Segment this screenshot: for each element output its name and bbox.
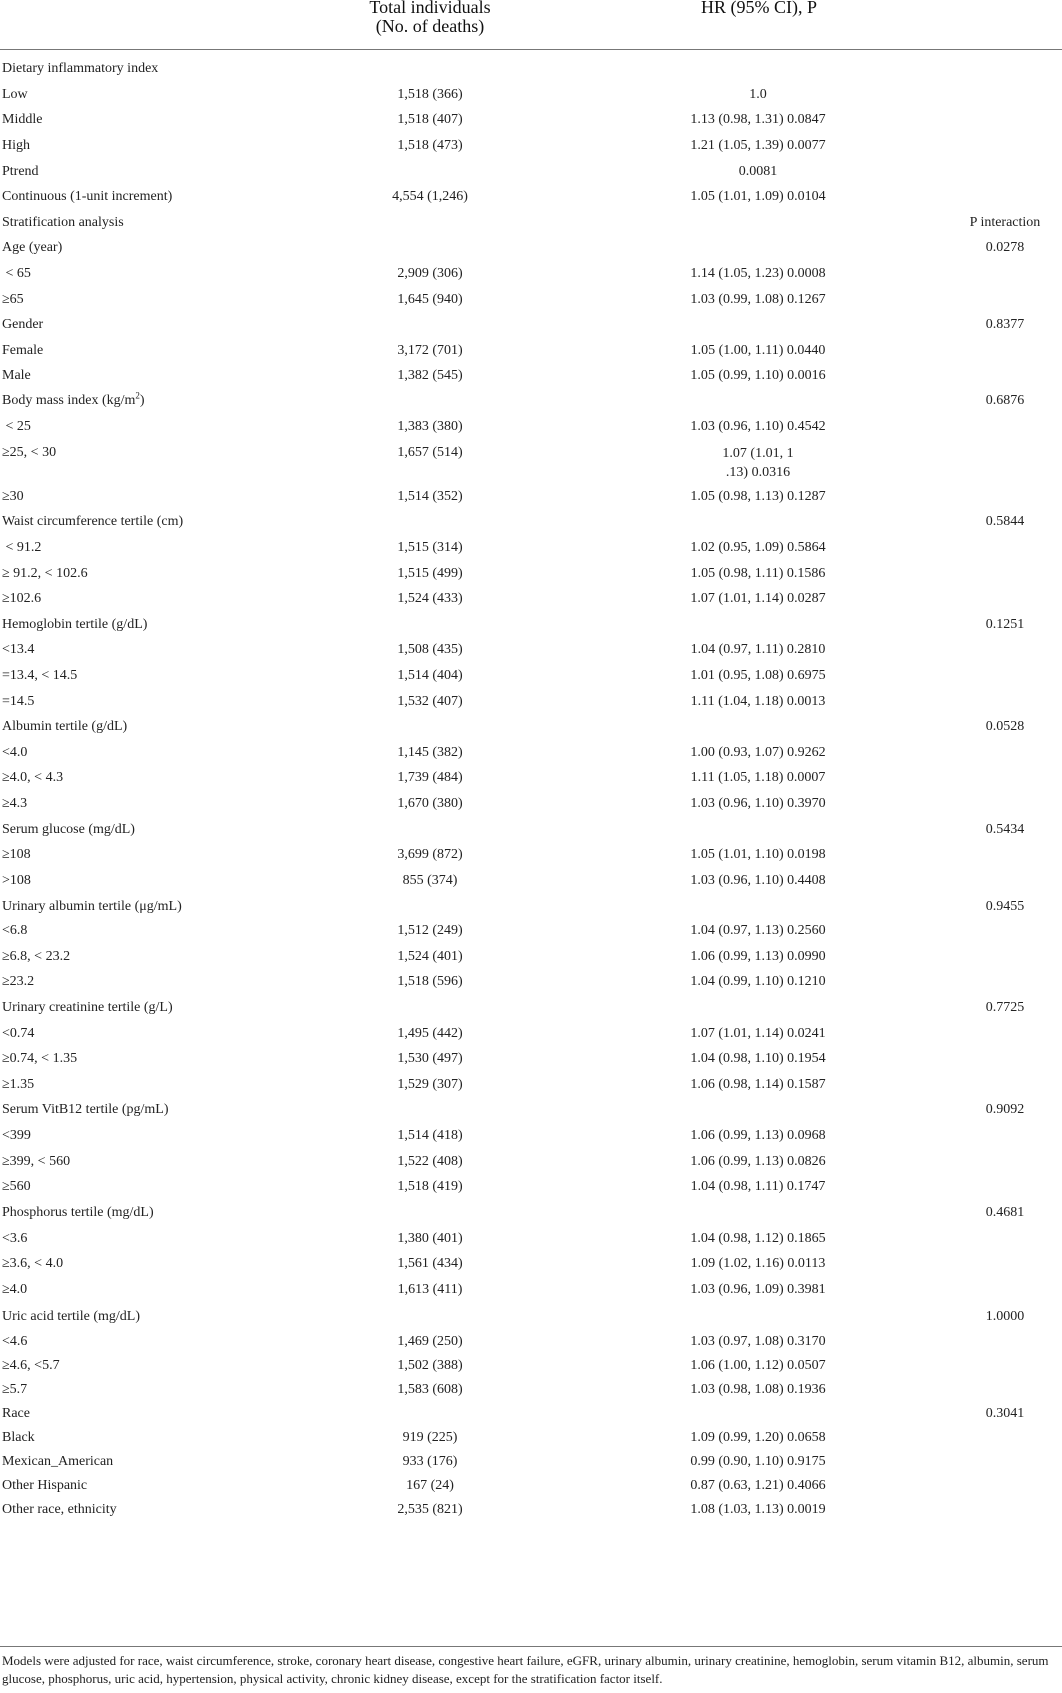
row-total-deaths: 3,172 (701) bbox=[397, 343, 463, 358]
row-label bbox=[2, 1127, 31, 1145]
row-label bbox=[2, 898, 182, 916]
header-hr-ci-p bbox=[634, 0, 884, 17]
row-label bbox=[2, 718, 127, 736]
row-total-deaths: 2,535 (821) bbox=[397, 1502, 463, 1517]
row-total-deaths: 1,529 (307) bbox=[397, 1077, 463, 1092]
row-total-deaths: 1,508 (435) bbox=[397, 642, 463, 657]
row-label bbox=[2, 392, 145, 410]
row-hazard-ratio: 1.05 (0.99, 1.10) 0.0016 bbox=[690, 368, 826, 383]
row-total-deaths: 1,380 (401) bbox=[397, 1231, 463, 1246]
row-total-deaths: 855 (374) bbox=[402, 873, 458, 888]
row-label bbox=[2, 1477, 87, 1495]
row-label bbox=[2, 188, 172, 206]
row-hazard-ratio: 1.21 (1.05, 1.39) 0.0077 bbox=[690, 138, 826, 153]
row-p-interaction: 0.0278 bbox=[985, 240, 1025, 255]
row-label-text: ≥30 bbox=[2, 489, 24, 504]
row-label-text: ≥102.6 bbox=[2, 591, 42, 606]
row-hazard-ratio: 1.0 bbox=[749, 87, 767, 102]
row-hazard-ratio: 1.04 (0.99, 1.10) 0.1210 bbox=[690, 974, 826, 989]
row-label bbox=[2, 1405, 30, 1423]
row-label bbox=[2, 418, 31, 436]
row-total-deaths: 1,469 (250) bbox=[397, 1334, 463, 1349]
row-total-deaths: 1,518 (366) bbox=[397, 87, 463, 102]
row-label-text: ≥65 bbox=[2, 292, 24, 307]
table-footnote: Models were adjusted for race, waist circumference, stroke, coronary heart disease, congestive heart failure, eGFR, urinary albumin, urinary creatinine, hemoglobin, serum vitamin B12, albumin, serum glucose, phosphorus, uric acid, hypertension, physical activity, chronic kidney disease, except for the stratification factor itself. bbox=[2, 1653, 1049, 1686]
row-total-deaths: 1,645 (940) bbox=[397, 292, 463, 307]
row-label bbox=[2, 641, 34, 659]
row-total-deaths: 1,532 (407) bbox=[397, 694, 463, 709]
row-label-text: <13.4 bbox=[2, 642, 35, 657]
row-label-text: ≥23.2 bbox=[2, 974, 35, 989]
row-label bbox=[2, 616, 147, 634]
row-label-text: <4.6 bbox=[2, 1334, 28, 1349]
row-label bbox=[2, 60, 158, 78]
row-p-interaction: 0.3041 bbox=[985, 1406, 1025, 1421]
row-hazard-ratio: 1.03 (0.98, 1.08) 0.1936 bbox=[690, 1382, 826, 1397]
row-label-text: < 65 bbox=[2, 266, 31, 281]
row-label bbox=[2, 1281, 27, 1299]
row-hazard-ratio: 1.03 (0.96, 1.10) 0.4408 bbox=[690, 873, 826, 888]
header-total-line: Total individuals (No. of deaths) bbox=[369, 0, 491, 36]
row-hazard-ratio: 1.01 (0.95, 1.08) 0.6975 bbox=[690, 668, 826, 683]
row-total-deaths: 167 (24) bbox=[406, 1478, 454, 1493]
row-label bbox=[2, 565, 88, 583]
row-label bbox=[2, 872, 31, 890]
row-label bbox=[2, 1501, 117, 1519]
row-total-deaths: 1,514 (352) bbox=[397, 489, 463, 504]
row-label bbox=[2, 488, 24, 506]
row-hazard-ratio: 1.06 (0.99, 1.13) 0.0826 bbox=[690, 1154, 826, 1169]
row-label bbox=[2, 1381, 27, 1399]
row-label-text: =13.4, < 14.5 bbox=[2, 668, 78, 683]
row-label bbox=[2, 795, 27, 813]
row-total-deaths: 1,512 (249) bbox=[397, 923, 463, 938]
header-hr-label: HR (95% CI), P bbox=[701, 0, 817, 17]
row-label bbox=[2, 214, 124, 232]
row-label bbox=[2, 693, 34, 711]
row-p-interaction: 0.5844 bbox=[985, 514, 1025, 529]
row-hazard-ratio: 1.09 (0.99, 1.20) 0.0658 bbox=[690, 1430, 826, 1445]
row-label-text: Body mass index (kg/m bbox=[2, 393, 136, 408]
row-label bbox=[2, 163, 39, 181]
bottom-rule bbox=[0, 1646, 1062, 1647]
row-label-text: Male bbox=[2, 368, 31, 383]
row-hazard-ratio: 1.13 (0.98, 1.31) 0.0847 bbox=[690, 112, 826, 127]
row-label bbox=[2, 111, 42, 129]
row-label bbox=[2, 1308, 140, 1326]
row-hazard-ratio: 1.00 (0.93, 1.07) 0.9262 bbox=[690, 745, 826, 760]
row-label-text: Urinary creatinine tertile (g/L) bbox=[2, 1000, 173, 1015]
row-p-interaction: 0.7725 bbox=[985, 1000, 1025, 1015]
row-hazard-ratio: 1.05 (1.01, 1.09) 0.0104 bbox=[690, 189, 826, 204]
row-p-interaction: 0.5434 bbox=[985, 822, 1025, 837]
row-hazard-ratio: 1.04 (0.97, 1.11) 0.2810 bbox=[690, 642, 826, 657]
row-label-text: <3.6 bbox=[2, 1231, 28, 1246]
row-hazard-ratio: 1.07 (1.01, 1 .13) 0.0316 bbox=[722, 446, 794, 480]
row-label-text: Age (year) bbox=[2, 240, 63, 255]
row-label-text: >108 bbox=[2, 873, 31, 888]
row-label-text: ≥4.6, <5.7 bbox=[2, 1358, 60, 1373]
row-total-deaths: 1,383 (380) bbox=[397, 419, 463, 434]
row-total-deaths: 1,739 (484) bbox=[397, 770, 463, 785]
row-hazard-ratio: 1.02 (0.95, 1.09) 0.5864 bbox=[690, 540, 826, 555]
row-label-text: ≥108 bbox=[2, 847, 31, 862]
row-hazard-ratio: 1.06 (0.99, 1.13) 0.0990 bbox=[690, 949, 826, 964]
row-total-deaths: 1,522 (408) bbox=[397, 1154, 463, 1169]
row-hazard-ratio: 1.03 (0.96, 1.09) 0.3981 bbox=[690, 1282, 826, 1297]
row-label-text: < 25 bbox=[2, 419, 31, 434]
row-total-deaths: 1,613 (411) bbox=[397, 1282, 463, 1297]
row-p-interaction: 0.4681 bbox=[985, 1205, 1025, 1220]
row-total-deaths: 1,515 (499) bbox=[397, 566, 463, 581]
row-p-interaction: 0.9092 bbox=[985, 1102, 1025, 1117]
row-total-deaths: 1,518 (407) bbox=[397, 112, 463, 127]
row-hazard-ratio: 1.03 (0.99, 1.08) 0.1267 bbox=[690, 292, 826, 307]
row-label bbox=[2, 769, 63, 787]
row-label-text: Stratification analysis bbox=[2, 215, 124, 230]
row-label-text: Dietary inflammatory index bbox=[2, 61, 159, 76]
row-label bbox=[2, 667, 77, 685]
row-label bbox=[2, 1204, 154, 1222]
row-label bbox=[2, 444, 56, 462]
row-label-text: Phosphorus tertile (mg/dL) bbox=[2, 1205, 154, 1220]
row-hazard-ratio: 0.87 (0.63, 1.21) 0.4066 bbox=[690, 1478, 826, 1493]
row-label-text: <0.74 bbox=[2, 1026, 35, 1041]
top-rule bbox=[0, 49, 1062, 50]
row-label-text: Low bbox=[2, 87, 28, 102]
row-p-interaction: 0.6876 bbox=[985, 393, 1025, 408]
row-hazard-ratio: 1.07 (1.01, 1.14) 0.0287 bbox=[690, 591, 826, 606]
row-label-text: Hemoglobin tertile (g/dL) bbox=[2, 617, 148, 632]
row-hazard-ratio: 0.0081 bbox=[738, 164, 778, 179]
row-label-text: ≥25, < 30 bbox=[2, 445, 57, 460]
row-label-text: Waist circumference tertile (cm) bbox=[2, 514, 184, 529]
row-label-text: ≥6.8, < 23.2 bbox=[2, 949, 71, 964]
row-label bbox=[2, 948, 70, 966]
row-label bbox=[2, 1453, 113, 1471]
row-total-deaths: 1,514 (418) bbox=[397, 1128, 463, 1143]
row-hazard-ratio: 1.03 (0.96, 1.10) 0.4542 bbox=[690, 419, 826, 434]
row-hazard-ratio: 1.04 (0.98, 1.12) 0.1865 bbox=[690, 1231, 826, 1246]
row-p-interaction: 0.1251 bbox=[985, 617, 1025, 632]
row-label-text: Other Hispanic bbox=[2, 1478, 88, 1493]
row-label-text: <399 bbox=[2, 1128, 31, 1143]
row-total-deaths: 1,145 (382) bbox=[397, 745, 463, 760]
row-total-deaths: 933 (176) bbox=[402, 1454, 458, 1469]
row-total-deaths: 1,495 (442) bbox=[397, 1026, 463, 1041]
row-label bbox=[2, 744, 27, 762]
row-total-deaths: 4,554 (1,246) bbox=[392, 189, 468, 204]
row-hazard-ratio: 1.04 (0.98, 1.10) 0.1954 bbox=[690, 1051, 826, 1066]
row-p-interaction: 0.0528 bbox=[985, 719, 1025, 734]
row-label bbox=[2, 367, 31, 385]
row-label-text: ≥3.6, < 4.0 bbox=[2, 1256, 64, 1271]
row-hazard-ratio: 1.06 (1.00, 1.12) 0.0507 bbox=[690, 1358, 826, 1373]
row-label-text: Urinary albumin tertile (μg/mL) bbox=[2, 899, 182, 914]
row-hazard-ratio: 1.03 (0.96, 1.10) 0.3970 bbox=[690, 796, 826, 811]
row-label-text: ≥560 bbox=[2, 1179, 31, 1194]
row-hazard-ratio: 1.11 (1.04, 1.18) 0.0013 bbox=[690, 694, 826, 709]
row-hazard-ratio: 1.09 (1.02, 1.16) 0.0113 bbox=[690, 1256, 826, 1271]
row-label-text: ≥399, < 560 bbox=[2, 1154, 71, 1169]
row-label bbox=[2, 1076, 34, 1094]
row-label-tail: ) bbox=[139, 393, 145, 408]
row-total-deaths: 2,909 (306) bbox=[397, 266, 463, 281]
row-hazard-ratio: 1.06 (0.98, 1.14) 0.1587 bbox=[690, 1077, 826, 1092]
row-label-text: Serum VitB12 tertile (pg/mL) bbox=[2, 1102, 169, 1117]
row-hazard-ratio: 1.05 (0.98, 1.13) 0.1287 bbox=[690, 489, 826, 504]
row-hazard-ratio: 1.07 (1.01, 1.14) 0.0241 bbox=[690, 1026, 826, 1041]
row-label bbox=[2, 239, 62, 257]
row-label-text: ≥0.74, < 1.35 bbox=[2, 1051, 78, 1066]
row-hazard-ratio: 1.03 (0.97, 1.08) 0.3170 bbox=[690, 1334, 826, 1349]
row-label bbox=[2, 265, 31, 283]
row-label bbox=[2, 1333, 27, 1351]
row-total-deaths: 1,583 (608) bbox=[397, 1382, 463, 1397]
row-label bbox=[2, 1025, 34, 1043]
row-label-text: Continuous (1-unit increment) bbox=[2, 189, 173, 204]
row-label bbox=[2, 1357, 60, 1375]
row-hazard-ratio: 1.05 (0.98, 1.11) 0.1586 bbox=[690, 566, 826, 581]
row-label bbox=[2, 137, 30, 155]
row-total-deaths: 1,515 (314) bbox=[397, 540, 463, 555]
row-p-interaction: 1.0000 bbox=[985, 1309, 1025, 1324]
row-total-deaths: 1,518 (419) bbox=[397, 1179, 463, 1194]
row-label-text: ≥4.3 bbox=[2, 796, 28, 811]
row-hazard-ratio: 1.06 (0.99, 1.13) 0.0968 bbox=[690, 1128, 826, 1143]
row-label bbox=[2, 973, 34, 991]
row-label-text: High bbox=[2, 138, 30, 153]
row-p-interaction: 0.8377 bbox=[985, 317, 1025, 332]
row-total-deaths: 3,699 (872) bbox=[397, 847, 463, 862]
row-label bbox=[2, 86, 28, 104]
row-label bbox=[2, 922, 27, 940]
row-total-deaths: 1,524 (401) bbox=[397, 949, 463, 964]
row-label-text: ≥1.35 bbox=[2, 1077, 35, 1092]
row-label-text: Serum glucose (mg/dL) bbox=[2, 822, 135, 837]
row-total-deaths: 1,502 (388) bbox=[397, 1358, 463, 1373]
row-label-text: <4.0 bbox=[2, 745, 28, 760]
row-total-deaths: 1,382 (545) bbox=[397, 368, 463, 383]
row-label bbox=[2, 999, 173, 1017]
header-total-individuals bbox=[290, 0, 570, 36]
row-total-deaths: 1,518 (473) bbox=[397, 138, 463, 153]
row-hazard-ratio: 1.05 (1.01, 1.10) 0.0198 bbox=[690, 847, 826, 862]
row-label-text: Ptrend bbox=[2, 164, 39, 179]
row-label bbox=[2, 342, 43, 360]
row-label-text: Race bbox=[2, 1406, 30, 1421]
row-label-text: =14.5 bbox=[2, 694, 35, 709]
row-label bbox=[2, 1230, 27, 1248]
row-total-deaths: 1,514 (404) bbox=[397, 668, 463, 683]
row-p-interaction: P interaction bbox=[969, 215, 1041, 230]
row-label-text: Uric acid tertile (mg/dL) bbox=[2, 1309, 140, 1324]
row-label-text: <6.8 bbox=[2, 923, 28, 938]
row-label-text: < 91.2 bbox=[2, 540, 42, 555]
row-label bbox=[2, 590, 41, 608]
row-label bbox=[2, 291, 24, 309]
row-hazard-ratio: 1.11 (1.05, 1.18) 0.0007 bbox=[690, 770, 826, 785]
row-label-text: ≥4.0 bbox=[2, 1282, 28, 1297]
row-label-text: ≥ 91.2, < 102.6 bbox=[2, 566, 88, 581]
row-hazard-ratio: 1.05 (1.00, 1.11) 0.0440 bbox=[690, 343, 826, 358]
row-label bbox=[2, 846, 31, 864]
row-label bbox=[2, 1153, 70, 1171]
row-label bbox=[2, 1429, 35, 1447]
row-label-text: Mexican_American bbox=[2, 1454, 114, 1469]
row-label-text: Albumin tertile (g/dL) bbox=[2, 719, 128, 734]
row-label bbox=[2, 1050, 77, 1068]
row-hazard-ratio: 1.14 (1.05, 1.23) 0.0008 bbox=[690, 266, 826, 281]
row-label bbox=[2, 1101, 169, 1119]
row-total-deaths: 1,518 (596) bbox=[397, 974, 463, 989]
row-label-text: Middle bbox=[2, 112, 43, 127]
row-label bbox=[2, 316, 43, 334]
row-total-deaths: 1,530 (497) bbox=[397, 1051, 463, 1066]
row-label-text: Gender bbox=[2, 317, 44, 332]
row-label bbox=[2, 821, 135, 839]
row-label-text: Female bbox=[2, 343, 44, 358]
row-hazard-ratio: 0.99 (0.90, 1.10) 0.9175 bbox=[690, 1454, 826, 1469]
row-label bbox=[2, 1255, 63, 1273]
row-total-deaths: 1,524 (433) bbox=[397, 591, 463, 606]
row-label bbox=[2, 539, 41, 557]
row-label-text: ≥4.0, < 4.3 bbox=[2, 770, 64, 785]
row-label-superscript: 2 bbox=[135, 390, 140, 401]
row-total-deaths: 1,657 (514) bbox=[397, 445, 463, 460]
row-label-text: Other race, ethnicity bbox=[2, 1502, 117, 1517]
row-total-deaths: 1,670 (380) bbox=[397, 796, 463, 811]
row-hazard-ratio: 1.08 (1.03, 1.13) 0.0019 bbox=[690, 1502, 826, 1517]
row-total-deaths: 919 (225) bbox=[402, 1430, 458, 1445]
row-label bbox=[2, 513, 183, 531]
row-label bbox=[2, 1178, 31, 1196]
row-label-text: ≥5.7 bbox=[2, 1382, 28, 1397]
row-total-deaths: 1,561 (434) bbox=[397, 1256, 463, 1271]
row-p-interaction: 0.9455 bbox=[985, 899, 1025, 914]
row-hazard-ratio: 1.04 (0.97, 1.13) 0.2560 bbox=[690, 923, 826, 938]
row-label-text: Black bbox=[2, 1430, 35, 1445]
row-hazard-ratio: 1.04 (0.98, 1.11) 0.1747 bbox=[690, 1179, 826, 1194]
